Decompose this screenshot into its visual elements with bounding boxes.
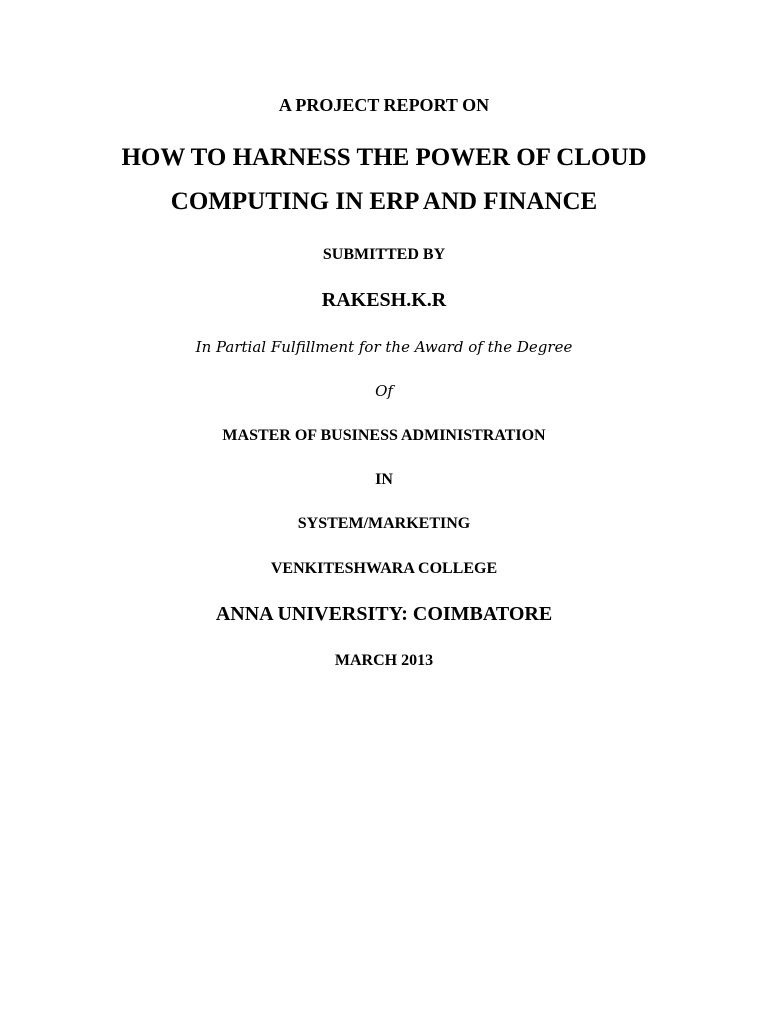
report-title-line-2: COMPUTING IN ERP AND FINANCE: [170, 188, 598, 215]
submission-date: MARCH 2013: [334, 652, 434, 669]
specialization: SYSTEM/MARKETING: [297, 515, 471, 532]
report-title-line-1: HOW TO HARNESS THE POWER OF CLOUD: [121, 144, 647, 171]
of-text: Of: [375, 382, 393, 400]
in-text: IN: [375, 471, 393, 488]
degree-name: MASTER OF BUSINESS ADMINISTRATION: [222, 427, 546, 444]
report-header: A PROJECT REPORT ON: [278, 95, 490, 115]
college-name: VENKITESHWARA COLLEGE: [270, 560, 498, 577]
author-name: RAKESH.K.R: [321, 289, 447, 311]
fulfillment-text: In Partial Fulfillment for the Award of the Degree: [195, 338, 573, 356]
submitted-by-label: SUBMITTED BY: [322, 246, 446, 263]
university-name: ANNA UNIVERSITY: COIMBATORE: [215, 603, 553, 625]
